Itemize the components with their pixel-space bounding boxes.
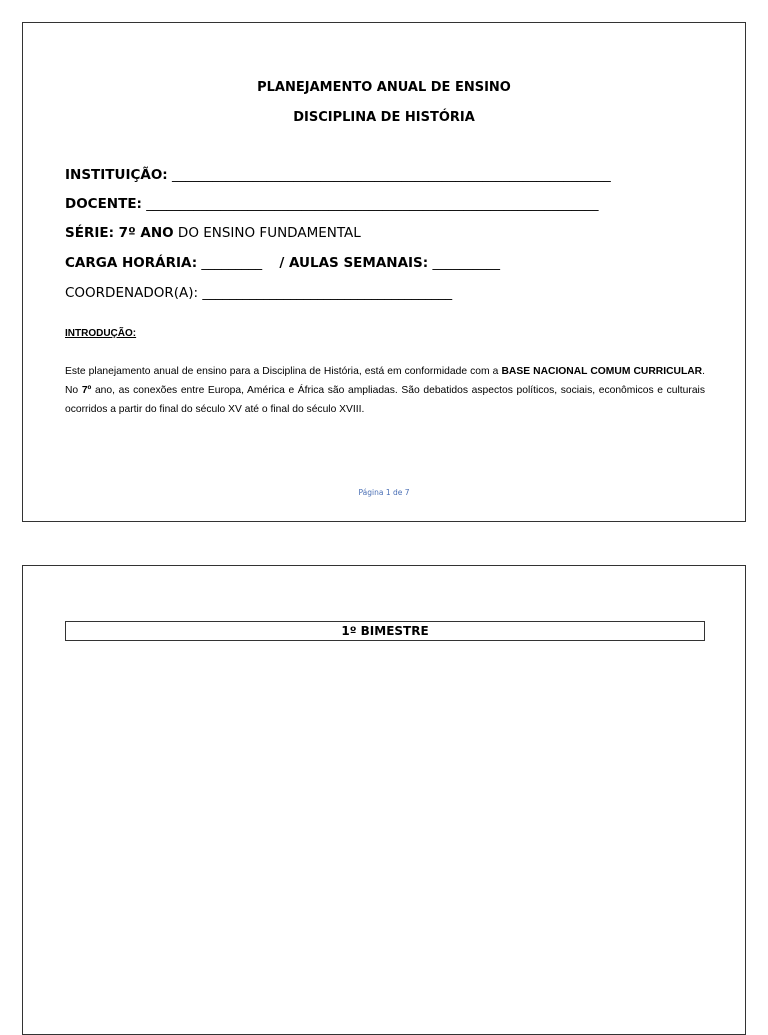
intro-paragraph [65,362,705,419]
document-page-1 [22,22,746,522]
coordenador-label: COORDENADOR(A): [65,285,199,301]
bimestre-heading: 1º BIMESTRE [65,621,705,641]
carga-blank: _________ [201,255,263,271]
serie-value: DO ENSINO FUNDAMENTAL [177,225,361,241]
serie-label: SÉRIE: 7º ANO [65,225,174,241]
aulas-semanais-blank: __________ [432,255,500,271]
carga-horaria-field [65,255,500,271]
intro-heading: INTRODUÇÃO: [65,328,137,339]
docente-label: DOCENTE: [65,196,142,212]
intro-text-part3: ano, as conexões entre Europa, América e África são ampliadas. São debatidos aspectos políticos, sociais, econômicos e culturais ocorridos a partir do final do século XV até o final do século XVIII. [65,385,705,415]
intro-text-part1: Este planejamento anual de ensino para a Disciplina de História, está em conformidade com a [65,366,499,377]
intro-text-part2: . No [65,366,705,396]
coordenador-blank: _____________________________________ [202,285,453,301]
coordenador-field [65,285,452,301]
document-page-2 [22,565,746,1035]
page-number: Página 1 de 7 [358,488,410,497]
intro-bold-grade: 7º [81,385,92,396]
instituicao-field [65,167,611,183]
carga-label: CARGA HORÁRIA: [65,255,198,271]
document-subtitle: DISCIPLINA DE HISTÓRIA [293,110,475,125]
intro-bold-bncc: BASE NACIONAL COMUM CURRICULAR [501,366,703,377]
serie-field [65,225,361,241]
instituicao-label: INSTITUIÇÃO: [65,167,168,183]
aulas-semanais-label: / AULAS SEMANAIS: [279,255,429,271]
instituicao-blank: _________________________________________________________________ [172,167,611,183]
docente-blank: ___________________________________________________________________ [146,196,599,212]
docente-field [65,196,599,212]
document-title: PLANEJAMENTO ANUAL DE ENSINO [257,80,511,95]
